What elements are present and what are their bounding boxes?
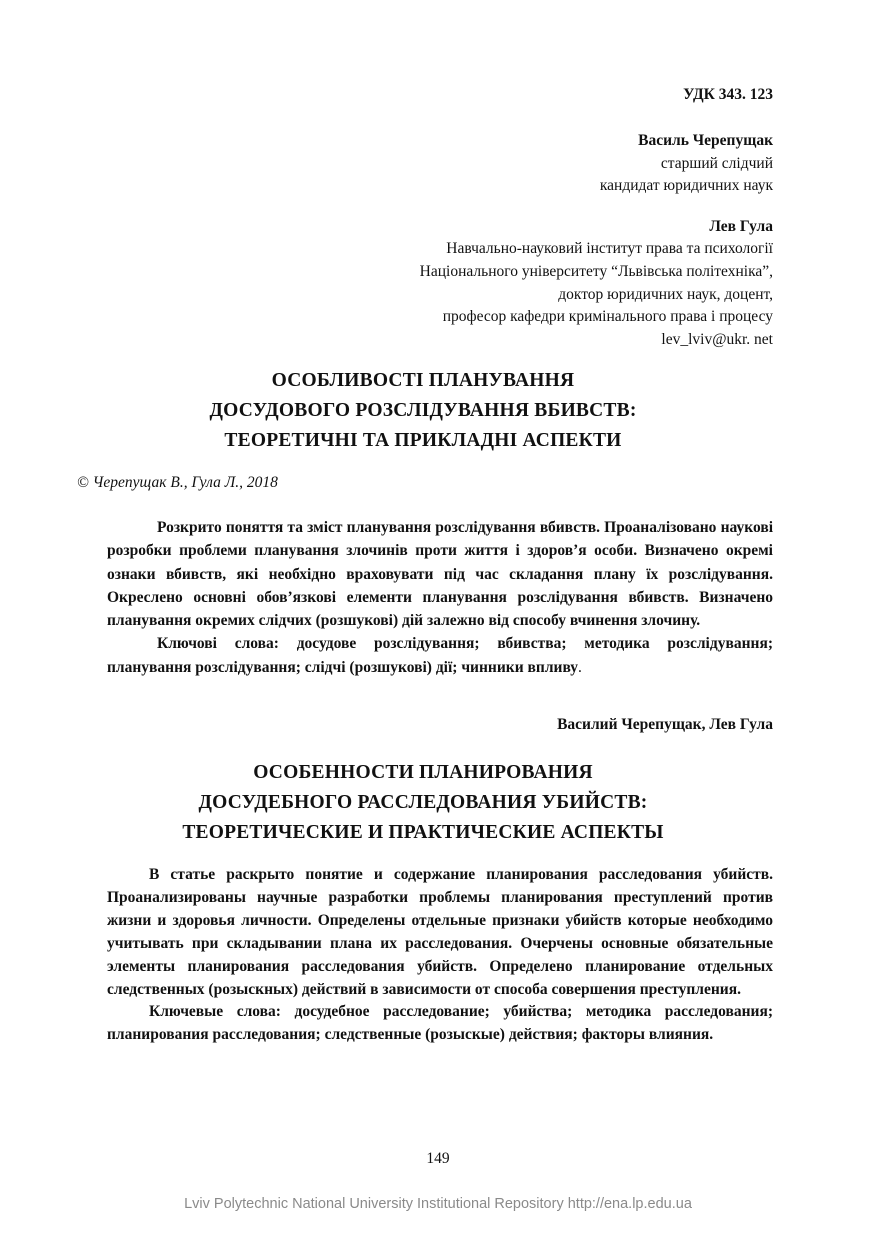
author-name: Василь Черепущак bbox=[638, 132, 773, 149]
author-position: професор кафедри кримінального права і процесу bbox=[442, 308, 773, 326]
abstract-text: В статье раскрыто понятие и содержание планирования расследования убийств. Проанализированы научные разработки проблемы планирования преступлений против жизни и здоровья личности. Определены отдельные признаки убийств которые необходимо учитывать при складывании плана их расследования. Очерчены основные обязательные элементы планирования расследования убийств. Определено планирование отдельных следственных (розыскных) действий в зависимости от способа совершения преступления. bbox=[107, 866, 773, 998]
article-title-ua bbox=[60, 366, 786, 456]
title-line: ОСОБЕННОСТИ ПЛАНИРОВАНИЯ bbox=[253, 762, 593, 783]
title-line: ТЕОРЕТИЧНІ ТА ПРИКЛАДНІ АСПЕКТИ bbox=[224, 430, 622, 451]
author-block bbox=[0, 130, 773, 351]
keywords-period: . bbox=[578, 658, 582, 676]
title-line: ТЕОРЕТИЧЕСКИЕ И ПРАКТИЧЕСКИЕ АСПЕКТЫ bbox=[182, 822, 664, 843]
abstract-ua bbox=[107, 516, 773, 679]
title-line: ДОСУДОВОГО РОЗСЛІДУВАННЯ ВБИВСТВ: bbox=[209, 400, 637, 421]
author-degree: кандидат юридичних наук bbox=[599, 177, 773, 195]
abstract-text: Розкрито поняття та зміст планування розслідування вбивств. Проаналізовано наукові розробки проблеми планування злочинів проти життя і здоров’я особи. Визначено окремі ознаки вбивств, які необхідно враховувати під час складання плану їх розслідування. Окреслено основні обов’язкові елементи планування розслідування вбивств. Визначено планування окремих слідчих (розшукові) дій залежно від способу вчинення злочину. bbox=[107, 519, 773, 630]
title-line: ДОСУДЕБНОГО РАССЛЕДОВАНИЯ УБИЙСТВ: bbox=[198, 792, 648, 813]
author-degree: доктор юридичних наук, доцент, bbox=[558, 285, 773, 303]
keywords-paragraph: Ключевые слова: досудебное расследование; убийства; методика расследования; планирования расследования; следственные (розыскые) действия; факторы влияния. bbox=[107, 1003, 773, 1044]
keywords-paragraph bbox=[107, 632, 773, 679]
article-title-ru bbox=[60, 758, 786, 848]
author-position: старший слідчий bbox=[660, 154, 773, 172]
author-email: lev_lviv@ukr. net bbox=[661, 330, 773, 348]
author-name: Лев Гула bbox=[709, 217, 773, 235]
keywords-text: Ключові слова: досудове розслідування; вбивства; методика розслідування; планування розслідування; слідчі (розшукові) дії; чинники впливу bbox=[107, 635, 773, 676]
udc-code: УДК 343. 123 bbox=[683, 86, 773, 103]
repository-footer: Lviv Polytechnic National University Institutional Repository http://ena.lp.edu.ua bbox=[184, 1196, 692, 1212]
page-number: 149 bbox=[426, 1150, 450, 1167]
author-affiliation: Навчально-науковий інститут права та психології bbox=[446, 240, 773, 258]
author-affiliation: Національного університету “Львівська політехніка”, bbox=[419, 262, 773, 280]
author-names-ru: Василий Черепущак, Лев Гула bbox=[557, 716, 773, 733]
title-line: ОСОБЛИВОСТІ ПЛАНУВАННЯ bbox=[271, 370, 575, 391]
abstract-ru bbox=[107, 864, 773, 1047]
copyright-notice: © Черепущак В., Гула Л., 2018 bbox=[77, 474, 278, 491]
